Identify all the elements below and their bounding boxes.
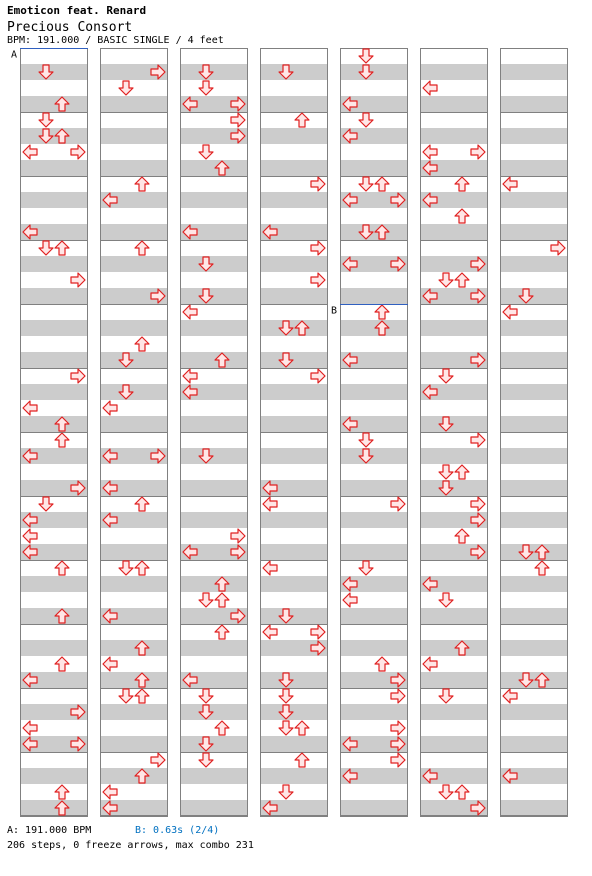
beat-stripe xyxy=(260,672,328,688)
left-arrow-icon xyxy=(23,529,37,543)
beat-stripe xyxy=(100,544,168,560)
beat-stripe xyxy=(340,64,408,80)
up-arrow-icon xyxy=(535,561,549,575)
down-arrow-icon xyxy=(119,689,133,703)
up-arrow-icon xyxy=(55,241,69,255)
beat-stripe xyxy=(100,96,168,112)
beat-stripe xyxy=(420,608,488,624)
beat-stripe xyxy=(260,64,328,80)
up-arrow-icon xyxy=(135,497,149,511)
left-arrow-icon xyxy=(503,177,517,191)
beat-stripe xyxy=(180,256,248,272)
right-arrow-icon xyxy=(471,433,485,447)
beat-stripe xyxy=(100,160,168,176)
left-arrow-icon xyxy=(263,625,277,639)
beat-stripe xyxy=(180,480,248,496)
down-arrow-icon xyxy=(439,273,453,287)
down-arrow-icon xyxy=(439,465,453,479)
beat-stripe xyxy=(100,256,168,272)
down-arrow-icon xyxy=(359,561,373,575)
beat-stripe xyxy=(100,352,168,368)
beat-stripe xyxy=(260,416,328,432)
beat-stripe xyxy=(100,128,168,144)
beat-stripe xyxy=(20,64,88,80)
beat-stripe xyxy=(100,640,168,656)
beat-stripe xyxy=(260,576,328,592)
down-arrow-icon xyxy=(39,241,53,255)
beat-stripe xyxy=(20,288,88,304)
beat-stripe xyxy=(340,640,408,656)
up-arrow-icon xyxy=(135,241,149,255)
beat-stripe xyxy=(500,320,568,336)
beat-stripe xyxy=(340,288,408,304)
right-arrow-icon xyxy=(311,241,325,255)
beat-stripe xyxy=(20,128,88,144)
beat-stripe xyxy=(180,576,248,592)
beat-stripe xyxy=(500,256,568,272)
beat-stripe xyxy=(180,448,248,464)
left-arrow-icon xyxy=(23,401,37,415)
up-arrow-icon xyxy=(55,657,69,671)
beat-stripe xyxy=(500,576,568,592)
marker-label: B xyxy=(331,305,338,317)
song-artist: Emoticon feat. Renard xyxy=(7,4,147,17)
beat-stripe xyxy=(500,288,568,304)
up-arrow-icon xyxy=(455,465,469,479)
right-arrow-icon xyxy=(151,753,165,767)
beat-stripe xyxy=(340,608,408,624)
up-arrow-icon xyxy=(135,689,149,703)
up-arrow-icon xyxy=(135,337,149,351)
beat-stripe xyxy=(180,320,248,336)
beat-stripe xyxy=(340,512,408,528)
up-arrow-icon xyxy=(455,209,469,223)
beat-stripe xyxy=(500,352,568,368)
left-arrow-icon xyxy=(263,561,277,575)
beat-stripe xyxy=(260,320,328,336)
beat-stripe xyxy=(500,672,568,688)
right-arrow-icon xyxy=(391,721,405,735)
beat-stripe xyxy=(420,640,488,656)
marker-label: A xyxy=(11,49,18,61)
down-arrow-icon xyxy=(199,593,213,607)
right-arrow-icon xyxy=(311,177,325,191)
beat-stripe xyxy=(500,160,568,176)
right-arrow-icon xyxy=(71,369,85,383)
beat-stripe xyxy=(100,320,168,336)
beat-stripe xyxy=(20,800,88,816)
up-arrow-icon xyxy=(215,721,229,735)
beat-stripe xyxy=(500,64,568,80)
beat-stripe xyxy=(180,800,248,816)
beat-stripe xyxy=(500,416,568,432)
left-arrow-icon xyxy=(23,145,37,159)
beat-stripe xyxy=(340,384,408,400)
beat-stripe xyxy=(340,448,408,464)
beat-stripe xyxy=(180,640,248,656)
down-arrow-icon xyxy=(199,145,213,159)
left-arrow-icon xyxy=(23,721,37,735)
up-arrow-icon xyxy=(55,433,69,447)
beat-stripe xyxy=(500,736,568,752)
left-arrow-icon xyxy=(423,657,437,671)
beat-stripe xyxy=(500,224,568,240)
down-arrow-icon xyxy=(359,113,373,127)
up-arrow-icon xyxy=(455,529,469,543)
beat-stripe xyxy=(260,736,328,752)
beat-stripe xyxy=(340,800,408,816)
left-arrow-icon xyxy=(423,145,437,159)
up-arrow-icon xyxy=(55,561,69,575)
right-arrow-icon xyxy=(231,113,245,127)
right-arrow-icon xyxy=(311,273,325,287)
beat-stripe xyxy=(180,512,248,528)
right-arrow-icon xyxy=(471,145,485,159)
beat-stripe xyxy=(180,288,248,304)
beat-stripe xyxy=(180,192,248,208)
beat-stripe xyxy=(180,352,248,368)
beat-stripe xyxy=(260,160,328,176)
beat-stripe xyxy=(420,320,488,336)
beat-stripe xyxy=(420,128,488,144)
beat-stripe xyxy=(500,608,568,624)
beat-stripe xyxy=(100,736,168,752)
down-arrow-icon xyxy=(39,497,53,511)
left-arrow-icon xyxy=(423,81,437,95)
beat-stripe xyxy=(100,672,168,688)
up-arrow-icon xyxy=(455,785,469,799)
down-arrow-icon xyxy=(359,433,373,447)
down-arrow-icon xyxy=(199,81,213,95)
beat-stripe xyxy=(260,256,328,272)
up-arrow-icon xyxy=(375,305,389,319)
right-arrow-icon xyxy=(231,529,245,543)
up-arrow-icon xyxy=(375,657,389,671)
beat-stripe xyxy=(20,352,88,368)
down-arrow-icon xyxy=(359,49,373,63)
beat-stripe xyxy=(500,480,568,496)
beat-stripe xyxy=(180,416,248,432)
up-arrow-icon xyxy=(135,177,149,191)
beat-stripe xyxy=(20,576,88,592)
beat-stripe xyxy=(260,544,328,560)
beat-stripe xyxy=(260,448,328,464)
down-arrow-icon xyxy=(279,721,293,735)
right-arrow-icon xyxy=(391,689,405,703)
beat-stripe xyxy=(20,768,88,784)
beat-stripe xyxy=(420,704,488,720)
beat-stripe xyxy=(500,192,568,208)
down-arrow-icon xyxy=(119,561,133,575)
beat-stripe xyxy=(420,224,488,240)
beat-stripe xyxy=(420,480,488,496)
down-arrow-icon xyxy=(119,81,133,95)
step-stats: 206 steps, 0 freeze arrows, max combo 231 xyxy=(7,840,254,851)
beat-stripe xyxy=(260,704,328,720)
beat-stripe xyxy=(100,224,168,240)
beat-stripe xyxy=(180,64,248,80)
beat-stripe xyxy=(20,384,88,400)
beat-stripe xyxy=(100,768,168,784)
down-arrow-icon xyxy=(439,689,453,703)
beat-stripe xyxy=(420,736,488,752)
beat-stripe xyxy=(500,384,568,400)
beat-stripe xyxy=(100,384,168,400)
right-arrow-icon xyxy=(471,497,485,511)
beat-stripe xyxy=(20,320,88,336)
beat-stripe xyxy=(420,416,488,432)
beat-stripe xyxy=(420,672,488,688)
beat-stripe xyxy=(340,320,408,336)
beat-stripe xyxy=(420,448,488,464)
beat-stripe xyxy=(500,96,568,112)
down-arrow-icon xyxy=(39,113,53,127)
beat-stripe xyxy=(500,512,568,528)
beat-stripe xyxy=(500,128,568,144)
left-arrow-icon xyxy=(103,401,117,415)
down-arrow-icon xyxy=(279,785,293,799)
down-arrow-icon xyxy=(439,785,453,799)
beat-stripe xyxy=(500,640,568,656)
beat-stripe xyxy=(500,704,568,720)
beat-stripe xyxy=(180,704,248,720)
down-arrow-icon xyxy=(439,593,453,607)
chart-info: BPM: 191.000 / BASIC SINGLE / 4 feet xyxy=(7,35,224,46)
up-arrow-icon xyxy=(135,561,149,575)
song-title: Precious Consort xyxy=(7,20,133,35)
beat-stripe xyxy=(260,512,328,528)
down-arrow-icon xyxy=(439,369,453,383)
beat-stripe xyxy=(260,768,328,784)
beat-stripe xyxy=(180,736,248,752)
up-arrow-icon xyxy=(55,785,69,799)
right-arrow-icon xyxy=(391,753,405,767)
left-arrow-icon xyxy=(263,497,277,511)
left-arrow-icon xyxy=(103,785,117,799)
beat-stripe xyxy=(100,704,168,720)
right-arrow-icon xyxy=(551,241,565,255)
beat-stripe xyxy=(260,192,328,208)
beat-stripe xyxy=(20,96,88,112)
beat-stripe xyxy=(100,416,168,432)
beat-stripe xyxy=(260,608,328,624)
beat-stripe xyxy=(260,96,328,112)
down-arrow-icon xyxy=(359,177,373,191)
up-arrow-icon xyxy=(375,177,389,191)
beat-stripe xyxy=(20,416,88,432)
beat-stripe xyxy=(100,576,168,592)
beat-stripe xyxy=(420,96,488,112)
beat-stripe xyxy=(260,128,328,144)
beat-stripe xyxy=(20,160,88,176)
beat-stripe xyxy=(260,384,328,400)
up-arrow-icon xyxy=(215,593,229,607)
right-arrow-icon xyxy=(311,625,325,639)
down-arrow-icon xyxy=(199,753,213,767)
beat-stripe xyxy=(20,640,88,656)
left-arrow-icon xyxy=(343,593,357,607)
beat-stripe xyxy=(500,800,568,816)
up-arrow-icon xyxy=(295,113,309,127)
beat-stripe xyxy=(340,704,408,720)
left-arrow-icon xyxy=(183,369,197,383)
left-arrow-icon xyxy=(183,305,197,319)
right-arrow-icon xyxy=(71,273,85,287)
left-arrow-icon xyxy=(103,657,117,671)
up-arrow-icon xyxy=(455,177,469,191)
beat-stripe xyxy=(20,608,88,624)
right-arrow-icon xyxy=(71,145,85,159)
left-arrow-icon xyxy=(503,689,517,703)
beat-stripe xyxy=(20,256,88,272)
beat-stripe xyxy=(340,160,408,176)
up-arrow-icon xyxy=(295,753,309,767)
down-arrow-icon xyxy=(199,689,213,703)
up-arrow-icon xyxy=(455,273,469,287)
beat-stripe xyxy=(180,768,248,784)
beat-stripe xyxy=(180,160,248,176)
stop-legend: B: 0.63s (2/4) xyxy=(135,825,220,836)
beat-stripe xyxy=(340,224,408,240)
right-arrow-icon xyxy=(311,369,325,383)
beat-stripe xyxy=(500,544,568,560)
beat-stripe xyxy=(260,288,328,304)
down-arrow-icon xyxy=(279,689,293,703)
beat-stripe xyxy=(340,480,408,496)
right-arrow-icon xyxy=(391,497,405,511)
beat-stripe xyxy=(420,64,488,80)
left-arrow-icon xyxy=(503,305,517,319)
up-arrow-icon xyxy=(215,625,229,639)
beat-stripe xyxy=(20,192,88,208)
beat-stripe xyxy=(260,352,328,368)
beat-stripe xyxy=(500,448,568,464)
beat-stripe xyxy=(340,544,408,560)
bpm-legend: A: 191.000 BPM xyxy=(7,825,92,836)
up-arrow-icon xyxy=(295,721,309,735)
